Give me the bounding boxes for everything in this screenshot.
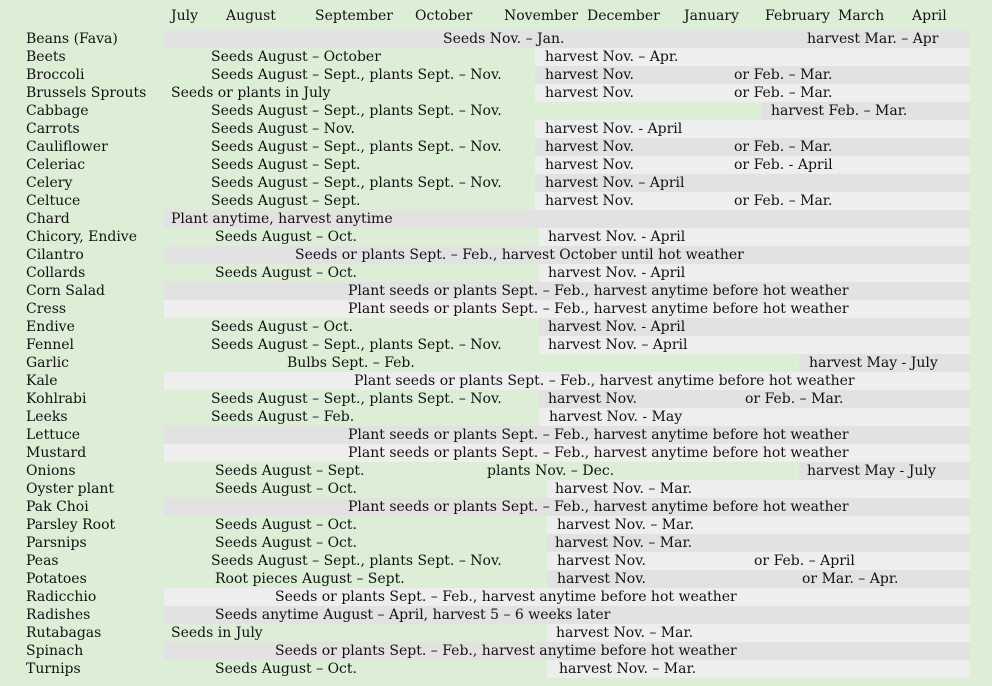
schedule-text: plants Nov. – Dec.	[487, 463, 615, 479]
crop-name: Brussels Sprouts	[26, 85, 147, 101]
crop-name: Corn Salad	[26, 283, 106, 299]
month-header-october: October	[415, 8, 473, 24]
schedule-text: Seeds or plants in July	[171, 85, 331, 101]
crop-name: Carrots	[26, 121, 80, 137]
crop-name: Cabbage	[26, 103, 89, 119]
schedule-text: harvest Nov. – April	[548, 337, 688, 353]
crop-name: Chicory, Endive	[26, 229, 137, 245]
schedule-text: harvest Nov.	[557, 553, 646, 569]
schedule-text: Plant seeds or plants Sept. – Feb., harvest anytime before hot weather	[354, 373, 855, 389]
month-header-april: April	[912, 8, 947, 24]
schedule-text: or Feb. – Mar.	[734, 193, 833, 209]
crop-name: Cress	[26, 301, 67, 317]
schedule-text: harvest Nov. - April	[545, 121, 683, 137]
schedule-text: Seeds August – Sept.	[215, 463, 365, 479]
crop-name: Kale	[26, 373, 58, 389]
crop-name: Peas	[26, 553, 59, 569]
schedule-text: Bulbs Sept. – Feb.	[287, 355, 415, 371]
schedule-text: harvest Nov. – Mar.	[555, 535, 693, 551]
schedule-text: harvest Nov. - April	[548, 229, 686, 245]
schedule-text: Seeds August – Nov.	[211, 121, 355, 137]
schedule-text: harvest Nov.	[545, 67, 634, 83]
schedule-text: harvest Nov. – Mar.	[557, 517, 695, 533]
schedule-text: Seeds August – Oct.	[215, 229, 357, 245]
crop-name: Fennel	[26, 337, 75, 353]
schedule-text: harvest Nov.	[545, 85, 634, 101]
crop-name: Spinach	[26, 643, 84, 659]
schedule-text: or Mar. – Apr.	[802, 571, 899, 587]
schedule-text: Seeds August – Sept., plants Sept. – Nov.	[211, 553, 502, 569]
crop-name: Leeks	[26, 409, 68, 425]
schedule-text: Plant seeds or plants Sept. – Feb., harvest anytime before hot weather	[348, 283, 849, 299]
schedule-text: or Feb. – Mar.	[734, 139, 833, 155]
schedule-text: harvest May - July	[807, 463, 936, 479]
month-header-december: December	[587, 8, 660, 24]
schedule-text: Seeds August – Sept., plants Sept. – Nov.	[211, 175, 502, 191]
schedule-text: harvest Nov.	[545, 193, 634, 209]
crop-name: Turnips	[26, 661, 81, 677]
schedule-text: harvest Nov. – Mar.	[555, 481, 693, 497]
schedule-text: harvest Nov. - April	[548, 319, 686, 335]
crop-name: Rutabagas	[26, 625, 102, 641]
schedule-text: or Feb. - April	[734, 157, 833, 173]
crop-name: Radishes	[26, 607, 91, 623]
schedule-text: Root pieces August – Sept.	[215, 571, 405, 587]
schedule-text: Seeds August – Oct.	[215, 265, 357, 281]
schedule-text: Plant anytime, harvest anytime	[171, 211, 393, 227]
crop-name: Potatoes	[26, 571, 87, 587]
month-header-september: September	[315, 8, 393, 24]
crop-name: Parsnips	[26, 535, 87, 551]
schedule-text: Seeds or plants Sept. – Feb., harvest October until hot weather	[295, 247, 744, 263]
schedule-text: or Feb. – April	[754, 553, 855, 569]
schedule-text: Seeds August – Oct.	[215, 481, 357, 497]
schedule-text: Seeds August – Oct.	[215, 517, 357, 533]
crop-name: Celery	[26, 175, 73, 191]
crop-name: Radicchio	[26, 589, 97, 605]
schedule-text: Seeds August – Oct.	[215, 661, 357, 677]
schedule-text: Seeds or plants Sept. – Feb., harvest anytime before hot weather	[275, 589, 737, 605]
crop-name: Onions	[26, 463, 76, 479]
crop-name: Parsley Root	[26, 517, 116, 533]
schedule-text: Seeds August – Sept., plants Sept. – Nov.	[211, 337, 502, 353]
crop-name: Beans (Fava)	[26, 31, 118, 47]
crop-name: Cauliflower	[26, 139, 108, 155]
schedule-text: or Feb. – Mar.	[745, 391, 844, 407]
crop-name: Endive	[26, 319, 75, 335]
schedule-text: Seeds August – Sept.	[211, 193, 361, 209]
crop-name: Chard	[26, 211, 70, 227]
month-header-march: March	[838, 8, 885, 24]
schedule-text: harvest Nov.	[557, 571, 646, 587]
schedule-text: harvest Nov.	[545, 157, 634, 173]
month-header-november: November	[504, 8, 579, 24]
crop-name: Lettuce	[26, 427, 80, 443]
schedule-text: Seeds or plants Sept. – Feb., harvest anytime before hot weather	[275, 643, 737, 659]
schedule-text: harvest Nov. - April	[548, 265, 686, 281]
schedule-text: harvest Nov. – Mar.	[559, 661, 697, 677]
schedule-text: harvest Mar. – Apr	[807, 31, 939, 47]
schedule-text: Seeds anytime August – April, harvest 5 – 6 weeks later	[215, 607, 611, 623]
schedule-text: harvest Nov.	[548, 391, 637, 407]
schedule-text: Plant seeds or plants Sept. – Feb., harvest anytime before hot weather	[348, 301, 849, 317]
schedule-text: Plant seeds or plants Sept. – Feb., harvest anytime before hot weather	[348, 427, 849, 443]
schedule-text: harvest Feb. – Mar.	[771, 103, 908, 119]
month-header-july: July	[171, 8, 199, 24]
schedule-text: Seeds in July	[171, 625, 263, 641]
schedule-text: harvest Nov.	[545, 139, 634, 155]
crop-name: Celtuce	[26, 193, 81, 209]
month-header-january: January	[684, 8, 739, 24]
schedule-text: harvest Nov. - May	[549, 409, 683, 425]
crop-name: Collards	[26, 265, 86, 281]
schedule-text: Seeds August – Sept., plants Sept. – Nov.	[211, 139, 502, 155]
schedule-text: Seeds August – Sept., plants Sept. – Nov.	[211, 391, 502, 407]
schedule-text: harvest Nov. – April	[545, 175, 685, 191]
schedule-text: Seeds Nov. – Jan.	[443, 31, 565, 47]
schedule-text: harvest Nov. – Mar.	[556, 625, 694, 641]
crop-name: Broccoli	[26, 67, 85, 83]
crop-name: Celeriac	[26, 157, 86, 173]
month-header-august: August	[226, 8, 276, 24]
schedule-text: harvest May - July	[809, 355, 938, 371]
crop-name: Oyster plant	[26, 481, 115, 497]
crop-name: Kohlrabi	[26, 391, 87, 407]
schedule-text: Seeds August – Oct.	[211, 319, 353, 335]
schedule-text: Plant seeds or plants Sept. – Feb., harvest anytime before hot weather	[348, 445, 849, 461]
schedule-text: Seeds August – Sept.	[211, 157, 361, 173]
schedule-text: or Feb. – Mar.	[734, 67, 833, 83]
schedule-text: harvest Nov. – Apr.	[545, 49, 679, 65]
crop-name: Garlic	[26, 355, 70, 371]
schedule-text: Seeds August – October	[211, 49, 381, 65]
month-header-february: February	[765, 8, 830, 24]
schedule-text: Seeds August – Feb.	[211, 409, 355, 425]
schedule-text: Plant seeds or plants Sept. – Feb., harvest anytime before hot weather	[348, 499, 849, 515]
schedule-text: or Feb. – Mar.	[734, 85, 833, 101]
crop-name: Mustard	[26, 445, 87, 461]
schedule-text: Seeds August – Sept., plants Sept. – Nov.	[211, 67, 502, 83]
schedule-text: Seeds August – Sept., plants Sept. – Nov.	[211, 103, 502, 119]
crop-name: Pak Choi	[26, 499, 89, 515]
schedule-text: Seeds August – Oct.	[215, 535, 357, 551]
crop-name: Beets	[26, 49, 66, 65]
crop-name: Cilantro	[26, 247, 84, 263]
